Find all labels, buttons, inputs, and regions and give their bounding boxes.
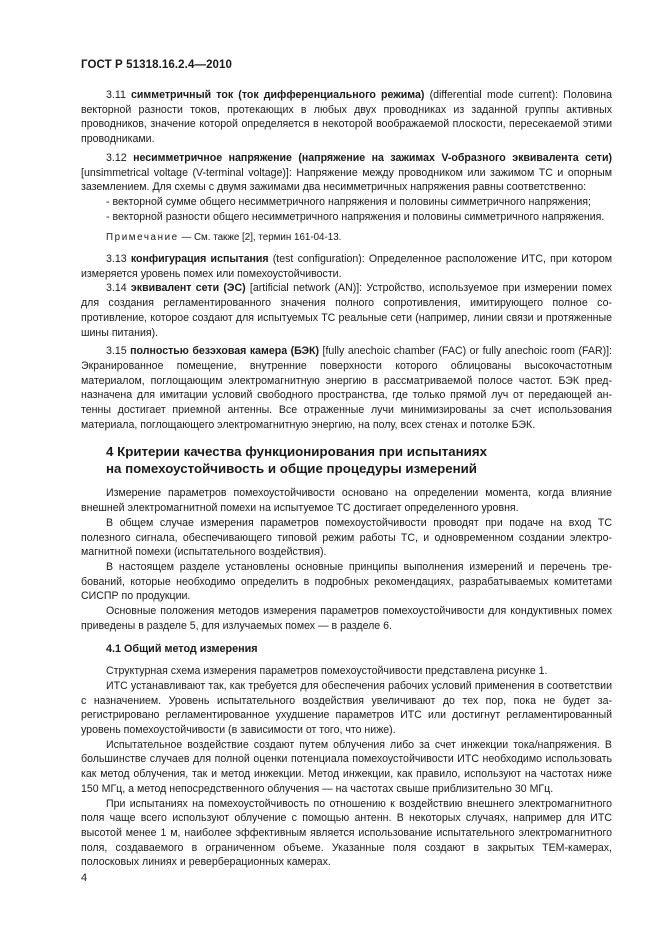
paragraph: ИТС устанавливают так, как требуется для обеспечения рабочих условий применения в соответствии с назначением. Уровень испытательного воздействия увеличивают до тех пор, пока не будет зарегистрировано регламентированное ухудшение параметров ИТС или достигнут регламентированный уровень помехоустойчивости (в зависимости от того, что ниже). (81, 679, 612, 737)
paragraph: Испытательное воздействие создают путем облучения либо за счет инжекции тока/напряжения. В большинстве случаев для полной оценки потенциала помехоустойчивости ИТС необходимо использовать как метод облучения, так и метод инжекции. Метод инжекции, как правило, используют на частотах ниже 150 МГц, а метод непосредственного облучения — на частотах свыше приблизительно 30 МГц. (81, 738, 612, 795)
paragraph: В общем случае измерения параметров помехоустойчивости проводят при подаче на вход ТС полезного сигнала, обеспечивающего типовой режим работы ТС, и одновременном создании электромагнитной помехи (испытательного воздействия). (81, 516, 612, 559)
paragraph: Измерение параметров помехоустойчивости основано на определении момента, когда влияние внешней электромагнитной помехи на испытуемое ТС достигает определенного уровня. (81, 487, 612, 515)
paragraph: При испытаниях на помехоустойчивость по отношению к воздействию внешнего электромагнитного поля чаще всего используют облучение с помощью антенн. В некоторых случаях, например для ИТС высотой менее 1 м, наиболее эффективным является использование испытательного электромагнитного поля, создаваемого в ограниченном объеме. Указанные поля создают в закрытых ТЕМ-камерах, полосковых линиях и реверберационных камерах. (81, 797, 612, 869)
list-item: - векторной сумме общего несимметричного напряжения и половины симметричного напряжения; (106, 195, 591, 208)
list-item: - векторной разности общего несимметричного напряжения и половины симметричного напряжения. (106, 210, 605, 223)
term-3-12: 3.12 несимметричное напряжение (напряжение на зажимах V-образного эквивалента сети) [unsimmetrical voltage (V-terminal voltage)]: Напряжение между проводником или зажимом ТС и опорным заземлением. Для схемы с двумя зажимами два несимметричных напряжения равны соответственно: (81, 151, 612, 194)
term-3-14: 3.14 эквивалент сети (ЭС) [artificial network (AN)]: Устройство, используемое при измерении помех для создания регламентированного значения полного сопротивления, имитирующего полное сопротивление, которое создают для испытуемых ТС реальные сети (например, линии связи и протяженные шины питания). (81, 282, 613, 339)
term-3-11: 3.11 симметричный ток (ток дифференциального режима) (differential mode current): Половина векторной разности токов, протекающих в любых двух проводниках из заданной группы активных проводников, значение которой определяется в некоторой воображаемой плоскости, пересекаемой этими проводниками. (81, 89, 612, 146)
paragraph: В настоящем разделе установлены основные принципы выполнения измерений и перечень требований, которые необходимо определить в подробных рекомендациях, разрабатываемых комитетами СИСПР по продукции. (81, 560, 612, 603)
section-4-title: 4 Критерии качества функционирования при испытаниях на помехоустойчивость и общие процедуры измерений (106, 444, 487, 476)
paragraph: Основные положения методов измерения параметров помехоустойчивости для кондуктивных помех приведены в разделе 5, для излучаемых помех — в разделе 6. (81, 605, 612, 632)
term-3-15: 3.15 полностью безэховая камера (БЭК) [fully anechoic chamber (FAC) or fully anechoic room (FAR)]: Экранированное помещение, внутренние поверхности которого облицованы высокочастотным материалом, поглощающим электромагнитную энергию в рассматриваемой полосе частот. БЭК предназначена для имитации условий свободного пространства, где только прямой луч от передающей антенны достигает приемной антенны. Все отраженные лучи минимизированы за счет использования материала, поглощающего электромагнитную энергию, на полу, всех стенах и потолке БЭК. (81, 345, 613, 431)
paragraph: Структурная схема измерения параметров помехоустойчивости представлена рисунке 1. (106, 665, 548, 678)
term-3-13: 3.13 конфигурация испытания (test configuration): Определенное расположение ИТС, при котором измеряется уровень помех или помехоустойчивости. (81, 253, 612, 280)
document-header: ГОСТ Р 51318.16.2.4—2010 (81, 59, 233, 71)
section-4-1-title: 4.1 Общий метод измерения (106, 642, 258, 655)
page-number: 4 (81, 872, 88, 884)
page-content (81, 88, 612, 870)
note: Примечание — См. также [2], термин 161-04-13. (106, 232, 342, 244)
